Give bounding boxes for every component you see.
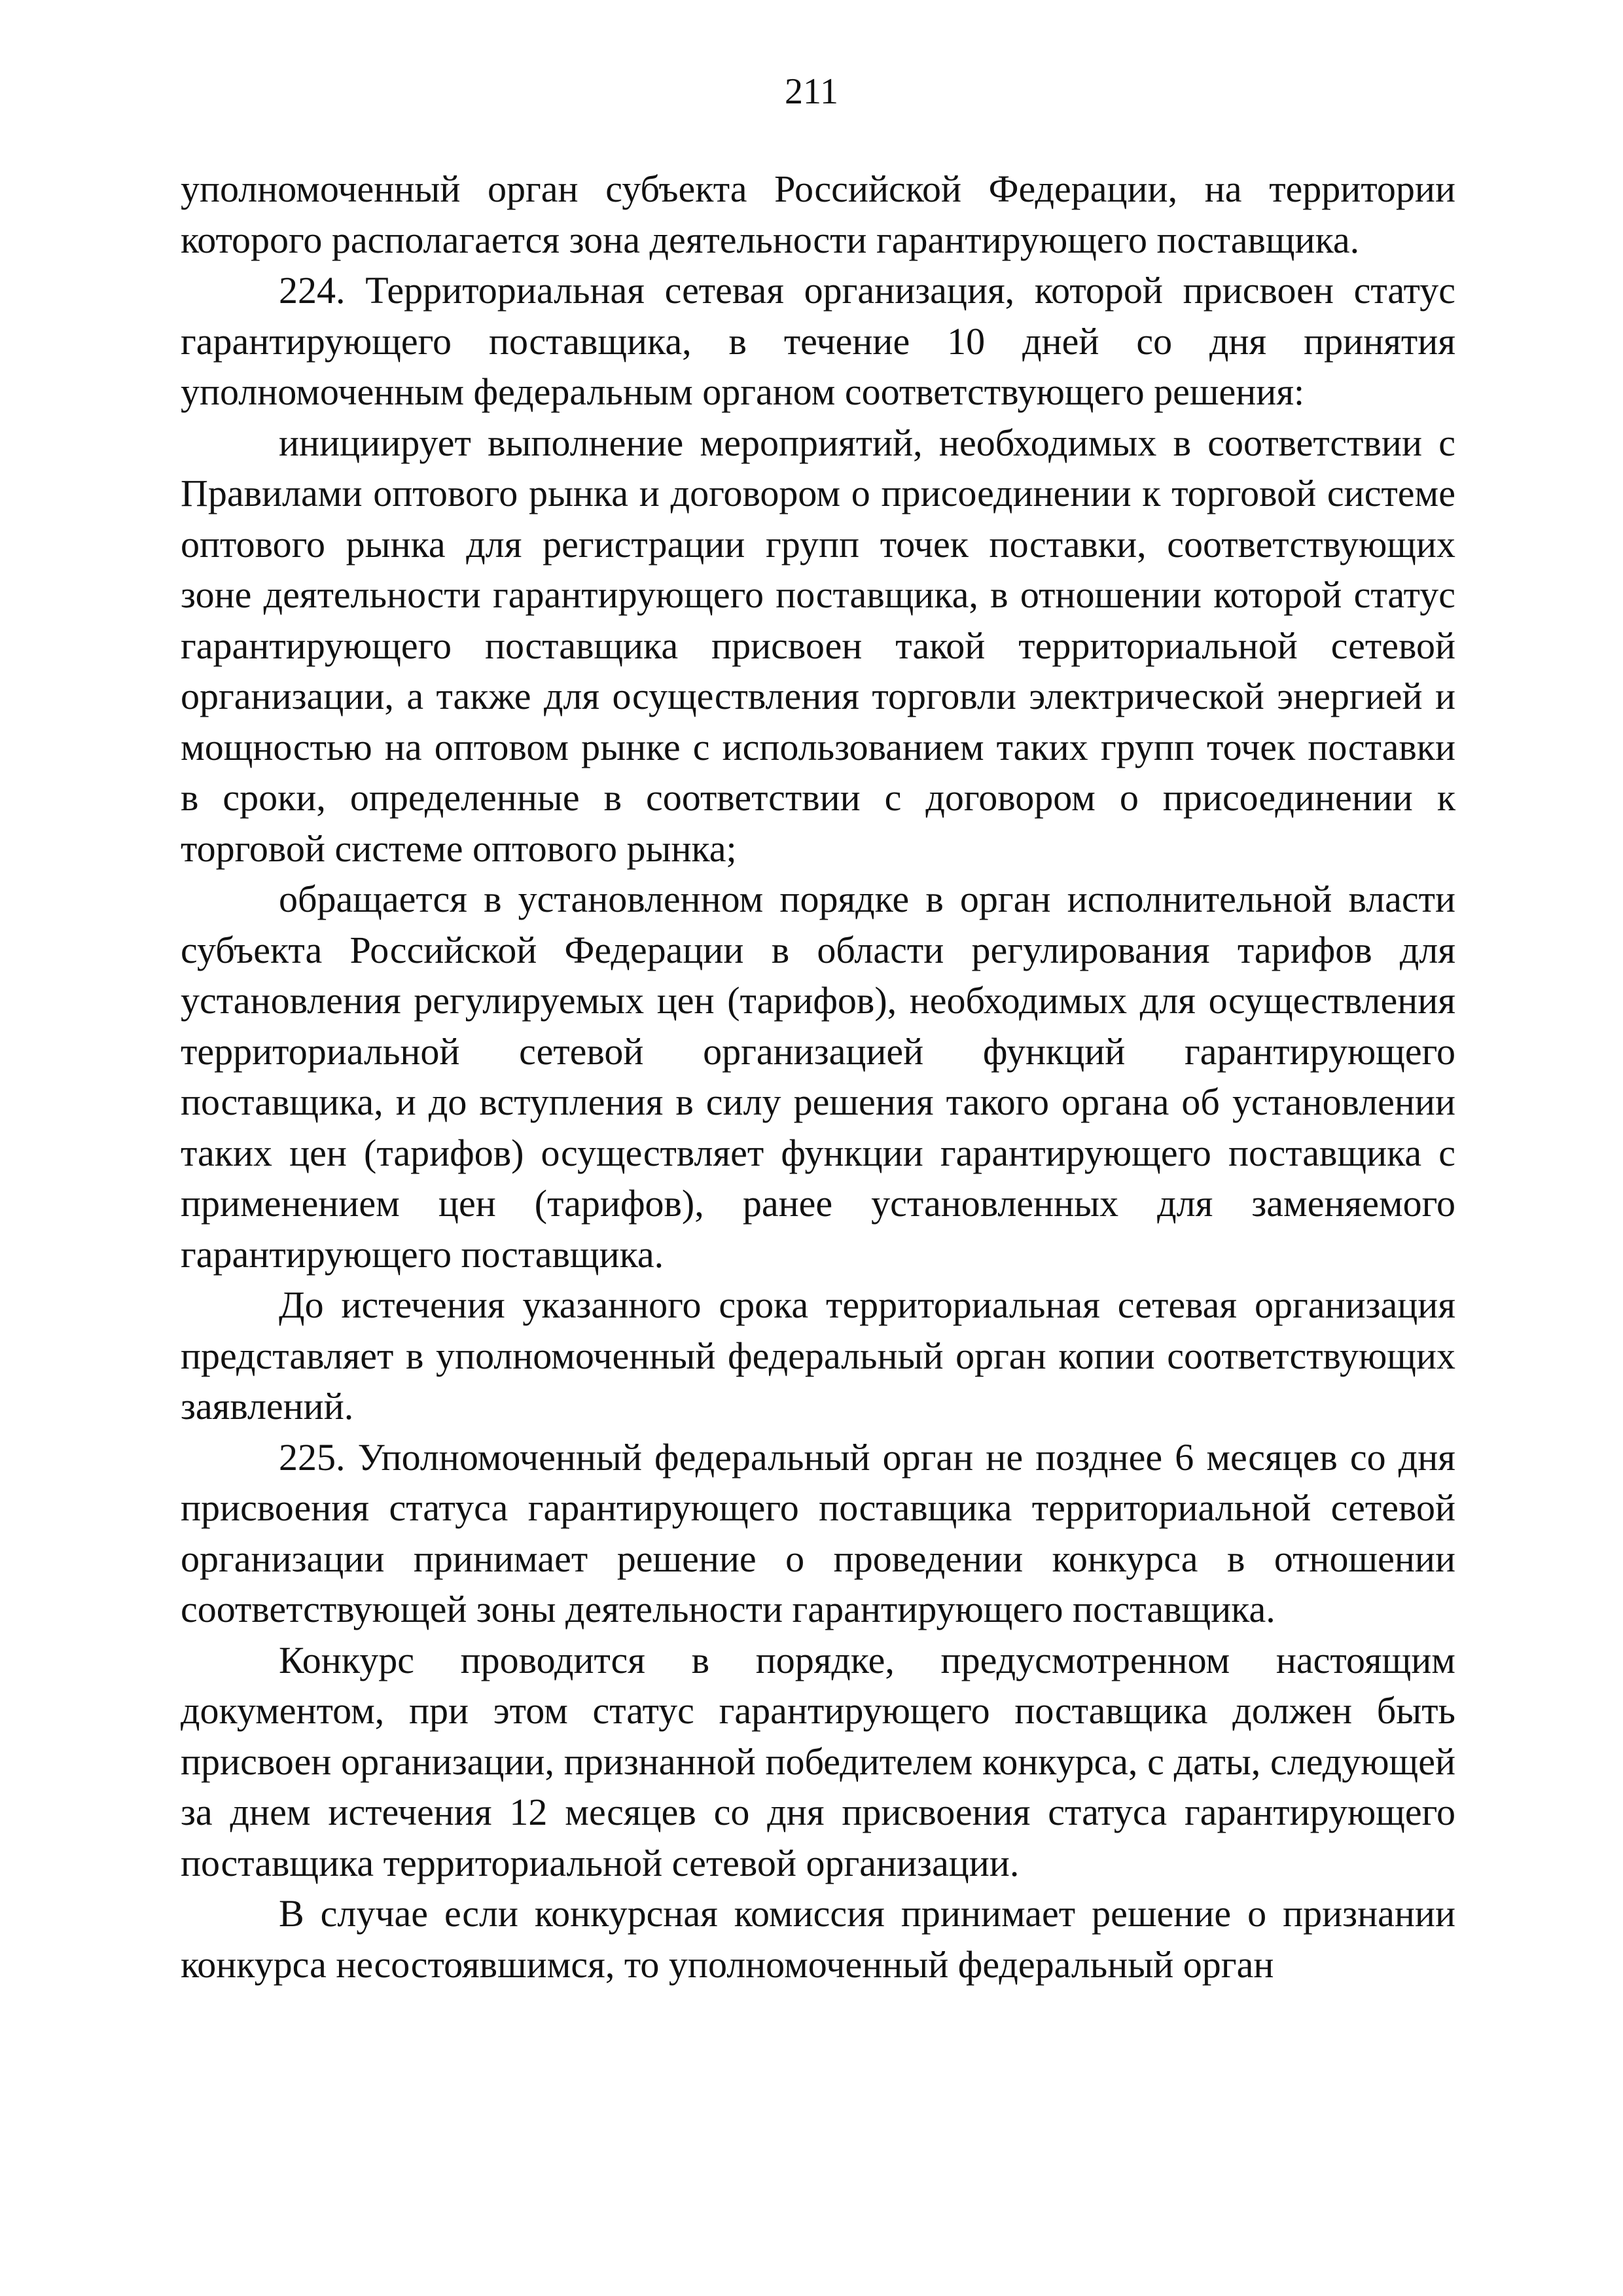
paragraph-clause-224: 224. Территориальная сетевая организация, которой присвоен статус гарантирующего поставщика, в течение 10 дней со дня принятия уполномоченным федеральным органом соответствующего решения:: [181, 269, 1455, 413]
paragraph-clause-225: 225. Уполномоченный федеральный орган не позднее 6 месяцев со дня присвоения статуса гарантирующего поставщика территориальной сетевой организации принимает решение о проведении конкурса в отношении соответствующей зоны деятельности гарантирующего поставщика.: [181, 1435, 1455, 1630]
paragraph-competition-failed: В случае если конкурсная комиссия принимает решение о признании конкурса несостоявшимся, то уполномоченный федеральный орган: [181, 1892, 1455, 1986]
paragraph-initiates-measures: инициирует выполнение мероприятий, необходимых в соответствии с Правилами оптового рынка и договором о присоединении к торговой системе оптового рынка для регистрации групп точек поставки, соответствующих зоне деятельности гарантирующего поставщика, в отношении которой статус гарантирующего поставщика присвоен такой территориальной сетевой организации, а также для осуществления торговли электрической энергией и мощностью на оптовом рынке с использованием таких групп точек поставки в сроки, определенные в соответствии с договором о присоединении к торговой системе оптового рынка;: [181, 421, 1455, 870]
paragraph-before-deadline: До истечения указанного срока территориальная сетевая организация представляет в уполномоченный федеральный орган копии соответствующих заявлений.: [181, 1283, 1455, 1427]
paragraph-applies-to-authority: обращается в установленном порядке в орган исполнительной власти субъекта Российской Федерации в области регулирования тарифов для установления регулируемых цен (тарифов), необходимых для осуществления территориальной сетевой организацией функций гарантирующего поставщика, и до вступления в силу решения такого органа об установлении таких цен (тарифов) осуществляет функции гарантирующего поставщика с применением цен (тарифов), ранее установленных для заменяемого гарантирующего поставщика.: [181, 878, 1455, 1276]
page-number: 211: [785, 71, 838, 112]
document-body: [181, 164, 1455, 1990]
paragraph-continuation: уполномоченный орган субъекта Российской Федерации, на территории которого располагается зона деятельности гарантирующего поставщика.: [181, 168, 1455, 261]
paragraph-competition-procedure: Конкурс проводится в порядке, предусмотренном настоящим документом, при этом статус гарантирующего поставщика должен быть присвоен организации, признанной победителем конкурса, с даты, следующей за днем истечения 12 месяцев со дня присвоения статуса гарантирующего поставщика территориальной сетевой организации.: [181, 1638, 1455, 1884]
